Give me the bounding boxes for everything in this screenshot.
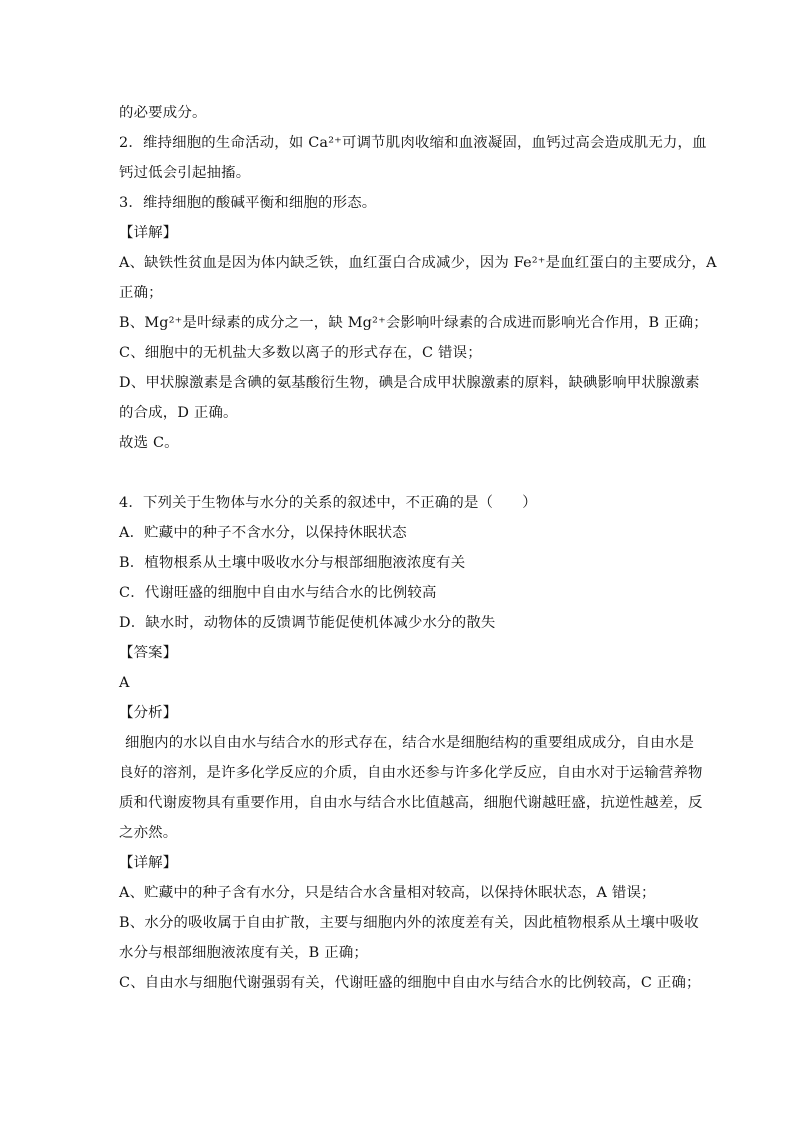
text-line: 的必要成分。 bbox=[119, 105, 207, 121]
detail-line: 水分与根部细胞液浓度有关，B 正确； bbox=[119, 945, 369, 961]
analysis-heading: 【分析】 bbox=[119, 705, 178, 721]
section-heading: 【详解】 bbox=[119, 225, 178, 241]
analysis-line: 之亦然。 bbox=[119, 825, 178, 841]
text-line: C、细胞中的无机盐大多数以离子的形式存在，C 错误； bbox=[119, 345, 482, 361]
text-line: 的合成，D 正确。 bbox=[119, 405, 238, 421]
text-line: B、Mg²⁺是叶绿素的成分之一，缺 Mg²⁺会影响叶绿素的合成进而影响光合作用，B 正确； bbox=[119, 315, 708, 331]
analysis-line: 质和代谢废物具有重要作用，自由水与结合水比值越高，细胞代谢越旺盛，抗逆性越差，反 bbox=[119, 795, 703, 811]
detail-heading: 【详解】 bbox=[119, 855, 178, 871]
text-line: 正确； bbox=[119, 285, 163, 301]
detail-line: B、水分的吸收属于自由扩散，主要与细胞内外的浓度差有关，因此植物根系从土壤中吸收 bbox=[119, 915, 699, 931]
text-line: D、甲状腺激素是含碘的氨基酸衍生物，碘是合成甲状腺激素的原料，缺碘影响甲状腺激素 bbox=[119, 375, 700, 391]
analysis-line: 细胞内的水以自由水与结合水的形式存在，结合水是细胞结构的重要组成成分，自由水是 bbox=[125, 735, 695, 751]
text-line: A、缺铁性贫血是因为体内缺乏铁，血红蛋白合成减少，因为 Fe²⁺是血红蛋白的主要成分，A bbox=[119, 255, 717, 271]
document-content bbox=[119, 98, 717, 998]
question-option: C．代谢旺盛的细胞中自由水与结合水的比例较高 bbox=[119, 585, 437, 601]
detail-line: A、贮藏中的种子含有水分，只是结合水含量相对较高，以保持休眠状态，A 错误； bbox=[119, 885, 656, 901]
analysis-line: 良好的溶剂，是许多化学反应的介质，自由水还参与许多化学反应，自由水对于运输营养物 bbox=[119, 765, 703, 781]
detail-line: C、自由水与细胞代谢强弱有关，代谢旺盛的细胞中自由水与结合水的比例较高，C 正确； bbox=[119, 975, 701, 991]
text-line: 钙过低会引起抽搐。 bbox=[119, 165, 251, 181]
question-stem: 4．下列关于生物体与水分的关系的叙述中，不正确的是（ ） bbox=[119, 495, 537, 511]
question-option: D．缺水时，动物体的反馈调节能促使机体减少水分的散失 bbox=[119, 615, 496, 631]
answer-heading: 【答案】 bbox=[119, 645, 178, 661]
text-line: 3．维持细胞的酸碱平衡和细胞的形态。 bbox=[119, 195, 377, 211]
text-line: 2．维持细胞的生命活动，如 Ca²⁺可调节肌肉收缩和血液凝固，血钙过高会造成肌无力，血 bbox=[119, 135, 707, 151]
question-option: A．贮藏中的种子不含水分，以保持休眠状态 bbox=[119, 525, 407, 541]
blank-line bbox=[119, 458, 685, 488]
question-option: B．植物根系从土壤中吸收水分与根部细胞液浓度有关 bbox=[119, 555, 466, 571]
answer-text: A bbox=[119, 675, 130, 691]
text-line: 故选 C。 bbox=[119, 435, 179, 451]
